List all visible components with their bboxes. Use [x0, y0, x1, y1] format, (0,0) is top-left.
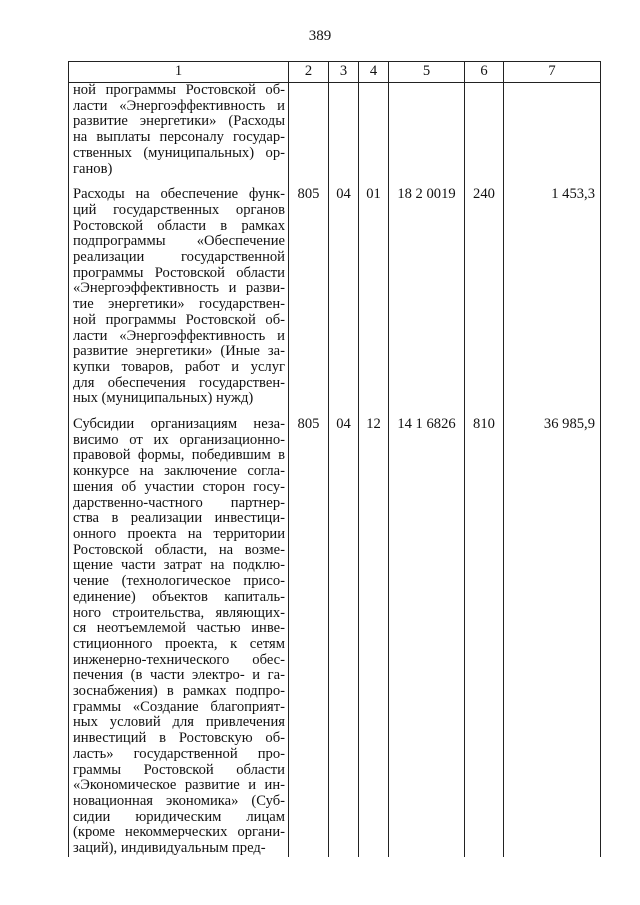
description-line: ласть» государственной про- [73, 745, 285, 762]
row-section-code [329, 83, 359, 178]
row-description [69, 83, 289, 178]
description-line: шения об участии сторон госу- [73, 478, 285, 495]
description-line: подпрограммы «Обеспечение [73, 233, 285, 250]
description-line: ной программы Ростовской об- [73, 311, 285, 328]
description-line: онного проекта на территории [73, 525, 285, 542]
budget-table [68, 61, 601, 857]
header-row [69, 62, 601, 83]
description-line: зоснабжения) в рамках подпро- [73, 683, 285, 700]
page-number: 389 [308, 28, 332, 44]
description-line: инвестиций в Ростовскую об- [73, 730, 285, 747]
row-subsection-code [359, 83, 389, 178]
description-line: заций), индивидуальным пред- [73, 840, 266, 857]
row-section-code: 04 [329, 187, 359, 407]
description-line: Расходы на обеспечение функ- [73, 186, 285, 203]
description-line: развитие энергетики» (Расходы [73, 113, 285, 130]
description-line: Ростовской области в рамках [73, 217, 285, 234]
row-target-code: 14 1 6826 [389, 417, 465, 857]
row-section-code: 04 [329, 417, 359, 857]
description-line: щение части затрат на подклю- [73, 557, 285, 574]
description-line: ласти «Энергоэффективность и [73, 97, 285, 114]
description-line: (кроме некоммерческих органи- [73, 824, 285, 841]
column-header-section: 3 [329, 62, 359, 83]
description-line: конкурсе на заключение согла- [73, 463, 285, 480]
table-row [69, 83, 601, 178]
description-line: Ростовской области, на возме- [73, 541, 285, 558]
row-subsection-code: 12 [359, 417, 389, 857]
description-line: тие энергетики» государствен- [73, 296, 285, 313]
description-line: для обеспечения государствен- [73, 374, 285, 391]
row-description [69, 417, 289, 857]
row-expense-type-code: 810 [465, 417, 504, 857]
description-line: висимо от их организационно- [73, 431, 285, 448]
column-header-ministry: 2 [289, 62, 329, 83]
row-ministry-code: 805 [289, 187, 329, 407]
description-line: ства в реализации инвестици- [73, 510, 285, 527]
row-description [69, 187, 289, 407]
description-line: единение) объектов капиталь- [73, 588, 285, 605]
description-line: ных (муниципальных) нужд) [73, 390, 254, 407]
description-line: ственных (муниципальных) ор- [73, 144, 285, 161]
description-line: ных условий для привлечения [73, 714, 285, 731]
row-amount: 1 453,3 [504, 187, 601, 407]
row-subsection-code: 01 [359, 187, 389, 407]
row-ministry-code: 805 [289, 417, 329, 857]
description-line: «Экономическое развитие и ин- [73, 777, 285, 794]
description-line: ной программы Ростовской об- [73, 82, 285, 98]
description-line: купки товаров, работ и услуг [73, 358, 285, 375]
description-line: Субсидии организациям неза- [73, 416, 285, 433]
description-line: стиционного проекта, к сетям [73, 635, 285, 652]
description-line: печения (в части электро- и га- [73, 667, 285, 684]
row-amount: 36 985,9 [504, 417, 601, 857]
column-header-subsection: 4 [359, 62, 389, 83]
row-target-code [389, 83, 465, 178]
row-target-code: 18 2 0019 [389, 187, 465, 407]
row-ministry-code [289, 83, 329, 178]
row-expense-type-code: 240 [465, 187, 504, 407]
description-line: правовой формы, победившим в [73, 447, 285, 464]
description-line: развитие энергетики» (Иные за- [73, 343, 285, 360]
description-line: дарственно-частного партнер- [73, 494, 285, 511]
table-row [69, 187, 601, 407]
column-header-description: 1 [69, 62, 289, 83]
description-line: ласти «Энергоэффективность и [73, 327, 285, 344]
description-line: реализации государственной [73, 249, 285, 266]
description-line: граммы Ростовской области [73, 761, 285, 778]
description-line: чение (технологическое присо- [73, 573, 285, 590]
description-line: на выплаты персоналу государ- [73, 129, 285, 146]
description-line: инженерно-технического обес- [73, 651, 285, 668]
description-line: сидии юридическим лицам [73, 808, 285, 825]
description-line: «Энергоэффективность и разви- [73, 280, 285, 297]
column-header-target: 5 [389, 62, 465, 83]
description-line: новационная экономика» (Суб- [73, 792, 285, 809]
table-row [69, 417, 601, 857]
row-expense-type-code [465, 83, 504, 178]
description-line: ного строительства, являющих- [73, 604, 285, 621]
column-header-expense-type: 6 [465, 62, 504, 83]
row-amount [504, 83, 601, 178]
description-line: ся неотъемлемой частью инве- [73, 620, 285, 637]
description-line: ганов) [73, 160, 113, 177]
description-line: граммы «Создание благоприят- [73, 698, 285, 715]
description-line: ций государственных органов [73, 201, 285, 218]
description-line: программы Ростовской области [73, 264, 285, 281]
column-header-amount: 7 [504, 62, 601, 83]
